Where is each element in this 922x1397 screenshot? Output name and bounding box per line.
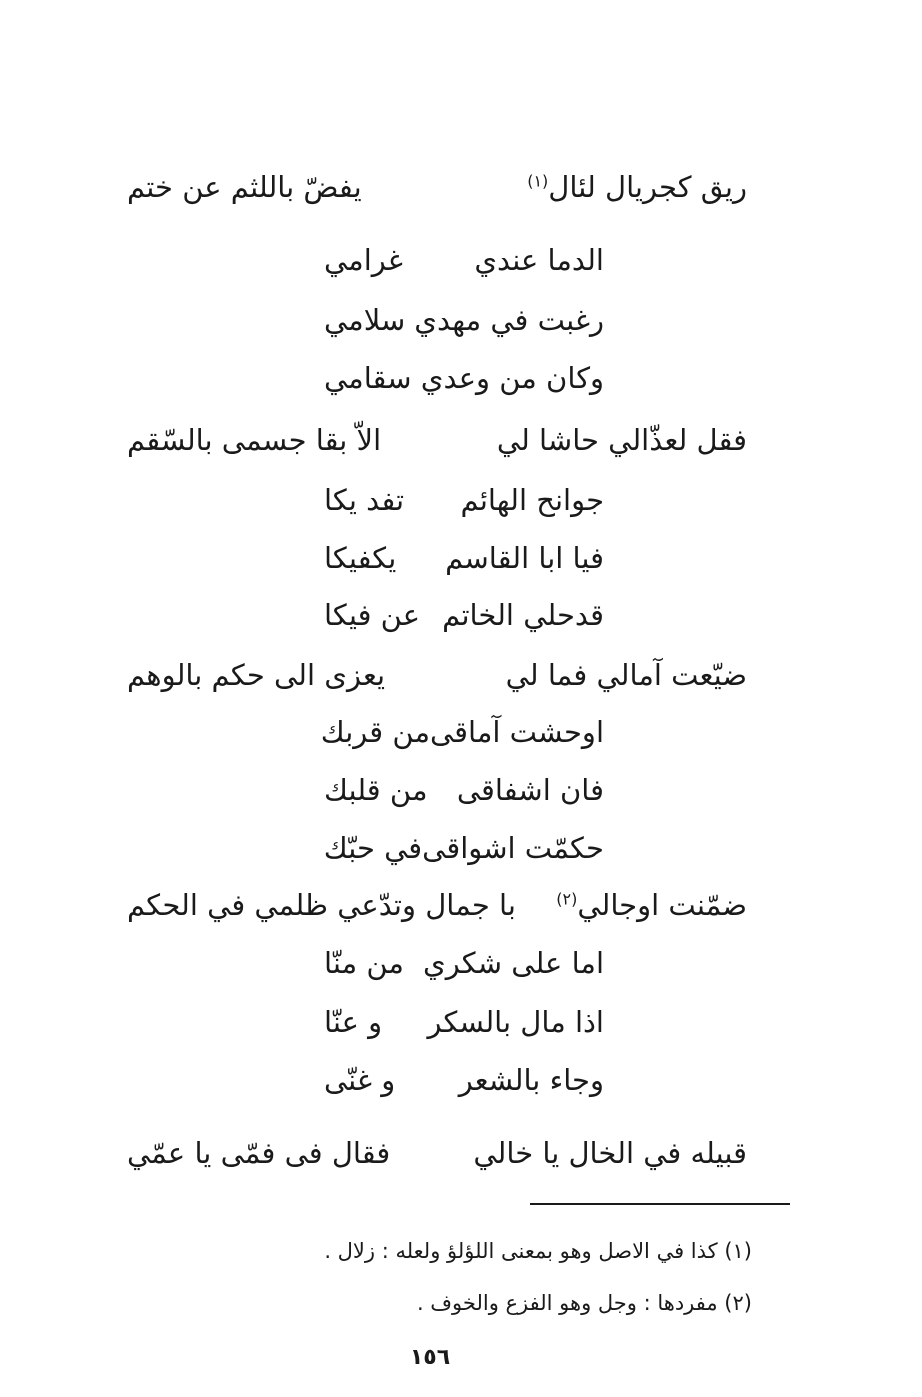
verse-second-hemistich: يعزى الى حكم بالوهم [127, 658, 386, 692]
verse-second-hemistich: عن فيكا [324, 598, 421, 632]
verse-line-12 [324, 828, 604, 868]
verse-second-hemistich: غرامي [324, 243, 403, 277]
verse-second-hemistich: يفضّ باللثم عن ختم [127, 170, 362, 204]
verse-first-hemistich: حكمّت اشواقى [422, 831, 604, 865]
verse-first-hemistich: قبيله في الخال يا خالي [473, 1136, 747, 1170]
verse-second-hemistich: من قربك [320, 715, 430, 749]
verse-first-hemistich: فان اشفاقى [456, 773, 604, 807]
verse-first-hemistich: قدحلي الخاتم [442, 598, 604, 632]
footnote-marker: (١) [527, 171, 549, 191]
verse-line-6 [324, 480, 604, 520]
page-number: ١٥٦ [409, 1345, 451, 1370]
verse-line-7 [324, 538, 604, 578]
verse-line-17 [127, 1133, 747, 1173]
verse-second-hemistich: تفد يكا [324, 483, 405, 517]
verse-first-hemistich: اما على شكري [423, 946, 604, 980]
verse-second-hemistich: من قلبك [324, 773, 428, 807]
verse-first-hemistich: فقل لعذّالي حاشا لي [496, 423, 747, 457]
footnote-2: (٢) مفردها : وجل وهو الفزع والخوف . [416, 1291, 752, 1315]
verse-line-8 [324, 595, 604, 635]
verse-first-hemistich: جوانح الهائم [460, 483, 604, 517]
verse-second-hemistich: فقال فى فمّى يا عمّي [127, 1136, 391, 1170]
verse-second-hemistich: من منّا [324, 946, 404, 980]
verse-first-hemistich: اوحشت آماقى [429, 715, 604, 749]
verse-first-hemistich: ضيّعت آمالي فما لي [505, 658, 747, 692]
verse-first-hemistich: ريق كجريال لئال$^{(١)}$ [527, 170, 747, 204]
footnote-marker: (٢) [556, 889, 578, 909]
verse-second-hemistich: يكفيكا [324, 541, 397, 575]
verse-second-hemistich: الاّ بقا جسمى بالسّقم [127, 423, 382, 457]
verse-line-14 [324, 943, 604, 983]
verse-line-10 [320, 712, 604, 752]
verse-first-hemistich: رغبت في مهدي [414, 303, 604, 337]
verse-first-hemistich: الدما عندي [474, 243, 604, 277]
verse-first-hemistich: فيا ابا القاسم [445, 541, 604, 575]
verse-line-15 [324, 1002, 604, 1042]
verse-first-hemistich: وكان من وعدي [420, 361, 604, 395]
verse-second-hemistich: سقامي [324, 361, 412, 395]
verse-line-1 [127, 167, 747, 207]
verse-second-hemistich: و عنّا [324, 1005, 383, 1039]
verse-second-hemistich: با جمال وتدّعي ظلمي في الحكم [127, 888, 516, 922]
verse-second-hemistich: في حبّك [323, 831, 423, 865]
verse-second-hemistich: سلامي [324, 303, 406, 337]
verse-first-hemistich: ضمّنت اوجالي$^{(٢)}$ [556, 888, 747, 922]
verse-line-11 [324, 770, 604, 810]
verse-first-hemistich: وجاء بالشعر [458, 1063, 604, 1097]
verse-second-hemistich: و غنّى [324, 1063, 396, 1097]
verse-first-hemistich: اذا مال بالسكر [427, 1005, 604, 1039]
verse-line-4 [324, 358, 604, 398]
verse-line-9 [127, 655, 747, 695]
footnote-1: (١) كذا في الاصل وهو بمعنى اللؤلؤ ولعله : زلال . [324, 1239, 752, 1263]
verse-line-16 [324, 1060, 604, 1100]
verse-line-3 [324, 300, 604, 340]
footnote-separator [530, 1203, 790, 1205]
verse-line-2 [324, 240, 604, 280]
verse-line-5 [127, 420, 747, 460]
verse-line-13 [127, 885, 747, 925]
